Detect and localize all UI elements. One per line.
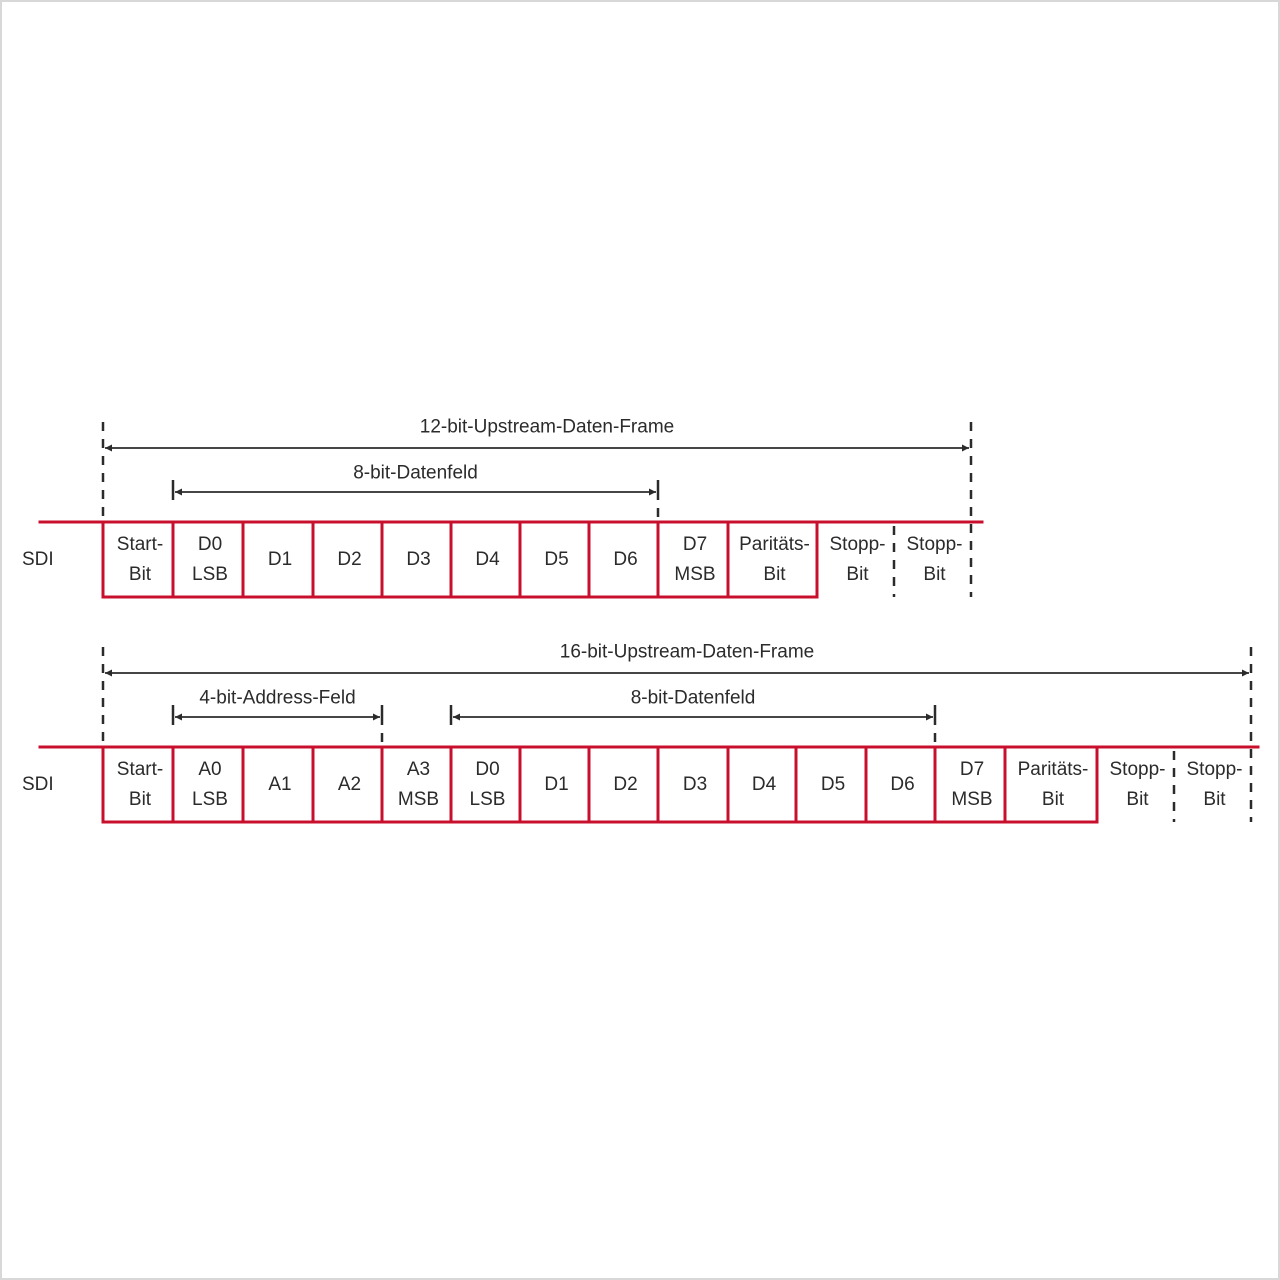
bit-cell-label: D6 [890,774,915,795]
bit-cell-label: Bit [1041,789,1065,810]
bit-cell-label: D6 [613,549,638,570]
bit-cell-label: Stopp- [1109,759,1166,780]
bit-cell-label: D1 [544,774,569,795]
bit-cell-label: MSB [951,789,993,810]
bit-cell-label: Paritäts- [1017,759,1089,780]
bit-cell-label: D7 [682,534,708,555]
bit-cell-label: Start- [116,759,164,780]
bit-cell-label: A1 [268,774,292,795]
bit-cell-label: D7 [959,759,985,780]
bit-cell-label: Bit [1203,789,1226,810]
bit-cell-label: Stopp- [906,534,963,555]
bit-cell-label: Bit [923,564,946,585]
bit-cell-label: Bit [846,564,869,585]
bit-cell-label: D4 [475,549,500,570]
bit-cell-label: LSB [192,789,228,810]
bit-cell-label: Start- [116,534,164,555]
bit-cell-label: A2 [337,774,362,795]
bit-cell-label: D1 [267,549,293,570]
bit-cell-label: D5 [544,549,569,570]
bit-cell-label: MSB [397,789,440,810]
bit-cell-label: D5 [820,774,846,795]
bit-cell-label: Bit [128,564,152,585]
field-label: 8-bit-Datenfeld [353,462,478,484]
timing-diagram [2,2,1278,1278]
bit-cell-label: Bit [128,789,152,810]
bit-cell-label: Stopp- [1186,759,1243,780]
bit-cell-label: D0 [475,759,500,780]
bit-cell-label: A3 [406,759,431,780]
bit-cell-label: A0 [198,759,222,780]
signal-label: SDI [22,549,54,570]
signal-label: SDI [22,774,54,795]
bit-cell-label: Bit [763,564,786,585]
bit-cell-label: D2 [337,549,362,570]
bit-cell-label: Bit [1126,789,1149,810]
bit-cell-label: LSB [192,564,228,585]
bit-cell-label: Stopp- [829,534,886,555]
frame-label: 16-bit-Upstream-Daten-Frame [559,641,815,663]
bit-cell-label: D0 [197,534,223,555]
bit-cell-label: LSB [469,789,506,810]
field-label: 4-bit-Address-Feld [199,687,356,709]
bit-cell-label: Paritäts- [739,534,810,555]
bit-cell-label: D4 [751,774,777,795]
frame-label: 12-bit-Upstream-Daten-Frame [419,416,675,438]
bit-cell-label: MSB [674,564,716,585]
field-label: 8-bit-Datenfeld [630,687,756,709]
bit-cell-label: D3 [682,774,708,795]
bit-cell-label: D3 [406,549,431,570]
bit-cell-label: D2 [613,774,638,795]
